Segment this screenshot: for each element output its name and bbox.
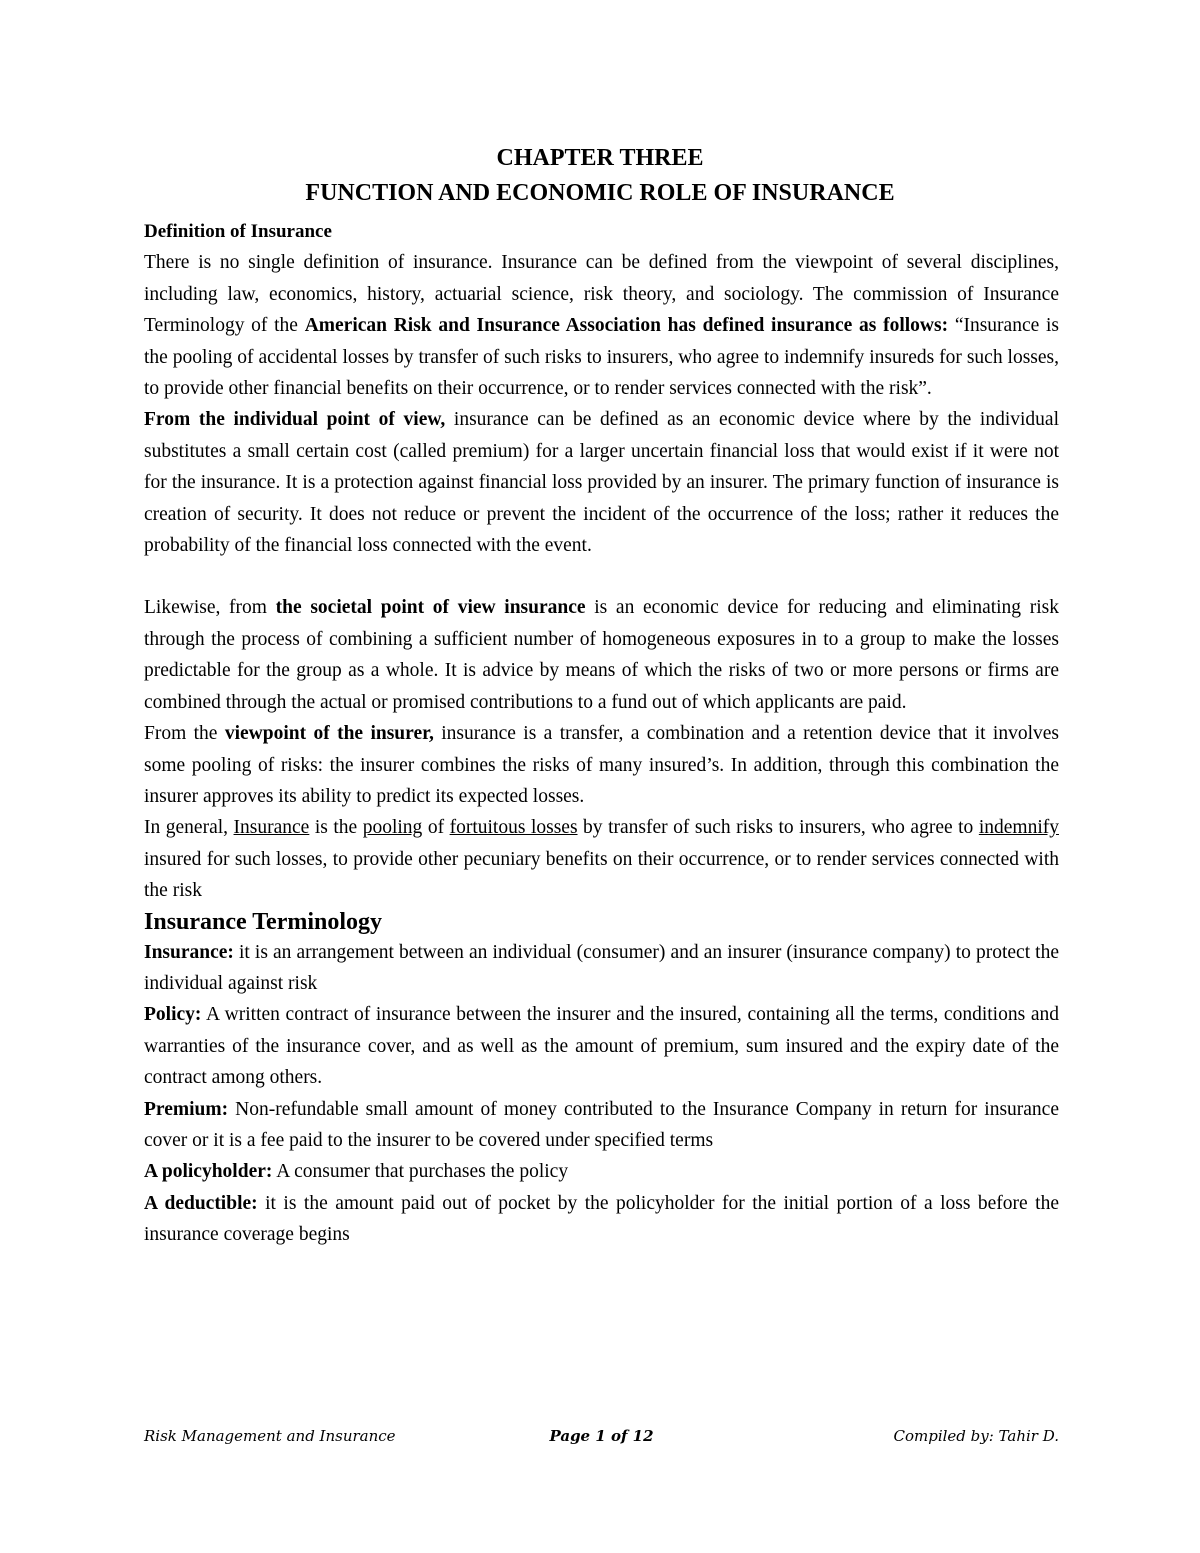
underlined-term: pooling (362, 817, 423, 839)
term-text: it is the amount paid out of pocket by the policyholder for the initial portion of a loss before the insurance coverage begins (144, 1192, 1059, 1246)
section-subheading: Definition of Insurance (144, 221, 332, 242)
paragraph-insurer-view (144, 718, 1059, 812)
paragraph-individual-view (144, 404, 1059, 561)
term-text: Non-refundable small amount of money contributed to the Insurance Company in return for insurance cover or it is a fee paid to the insurer to be covered under specified terms (144, 1098, 1059, 1151)
text-run: “Insurance is the pooling of accidental losses by transfer of such risks to insurers, who agree to indemnify insureds for such losses, to provide other financial benefits on their occurrence, or to render services connected with the risk”. (144, 315, 1059, 400)
paragraph-societal-view (144, 592, 1059, 718)
term-text: it is an arrangement between an individual (consumer) and an insurer (insurance company) to protect the individual against risk (144, 941, 1059, 994)
term-label: Policy: (144, 1004, 202, 1026)
underlined-term: indemnify (978, 817, 1059, 839)
bold-run: American Risk and Insurance Association has defined insurance as follows: (304, 315, 949, 337)
document-body (144, 216, 1059, 1251)
paragraph-general (144, 812, 1059, 906)
term-insurance (144, 937, 1059, 1000)
text-run: There is no single definition of insurance. Insurance can be defined from the viewpoint of several disciplines, including law, economics, history, actuarial science, risk theory, and sociology. The commission of Insurance Terminology of the (144, 252, 1059, 337)
term-text: A consumer that purchases the policy (272, 1161, 569, 1183)
text-run: is the (309, 817, 363, 839)
term-premium (144, 1094, 1059, 1157)
text-run: insurance can be defined as an economic device where by the individual substitutes a small certain cost (called premium) for a larger uncertain financial loss that would exist if it were not for the insurance. It is a protection against financial loss provided by an insurer. The primary function of insurance is creation of security. It does not reduce or prevent the incident of the occurrence of the loss; rather it reduces the probability of the financial loss connected with the event. (144, 409, 1059, 557)
underlined-term: Insurance (233, 817, 310, 839)
underlined-term: fortuitous losses (449, 817, 578, 839)
text-run: From the (144, 723, 225, 745)
term-label: Insurance: (144, 941, 234, 963)
bold-run: From the individual point of view, (144, 409, 446, 431)
term-label: A deductible: (144, 1192, 258, 1214)
text-run: Likewise, from (144, 597, 276, 619)
paragraph-definition (144, 247, 1059, 404)
term-text: A written contract of insurance between the insurer and the insured, containing all the terms, conditions and warranties of the insurance cover, and as well as the amount of premium, sum insured and the expiry date of the contract among others. (144, 1004, 1059, 1089)
text-run: In general, (144, 817, 234, 839)
bold-run: the societal point of view insurance (275, 597, 586, 619)
term-label: A policyholder: (144, 1161, 273, 1183)
chapter-title: FUNCTION AND ECONOMIC ROLE OF INSURANCE (305, 180, 895, 206)
page-footer (144, 1427, 1059, 1455)
term-policyholder (144, 1156, 1059, 1187)
chapter-label: CHAPTER THREE (496, 145, 704, 171)
text-run: of (422, 817, 450, 839)
term-label: Premium: (144, 1098, 229, 1120)
text-run: insured for such losses, to provide other pecuniary benefits on their occurrence, or to render services connected with the risk (144, 848, 1059, 902)
footer-compiler: Compiled by: Tahir D. (893, 1427, 1059, 1445)
footer-page-number: Page 1 of 12 (549, 1427, 654, 1445)
term-deductible (144, 1188, 1059, 1251)
text-run: insurance is a transfer, a combination and a retention device that it involves some pooling of risks: the insurer combines the risks of many insured’s. In addition, through this combination the insurer approves its ability to predict its expected losses. (144, 723, 1059, 807)
term-policy (144, 999, 1059, 1093)
section-heading-terminology: Insurance Terminology (144, 908, 383, 935)
text-run: is an economic device for reducing and eliminating risk through the process of combining a sufficient number of homogeneous exposures in to a group to make the losses predictable for the group as a whole. It is advice by means of which the risks of two or more persons or firms are combined through the actual or promised contributions to a fund out of which applicants are paid. (144, 597, 1059, 713)
bold-run: viewpoint of the insurer, (224, 723, 434, 745)
text-run: by transfer of such risks to insurers, who agree to (577, 817, 979, 839)
footer-course-title: Risk Management and Insurance (144, 1427, 396, 1445)
